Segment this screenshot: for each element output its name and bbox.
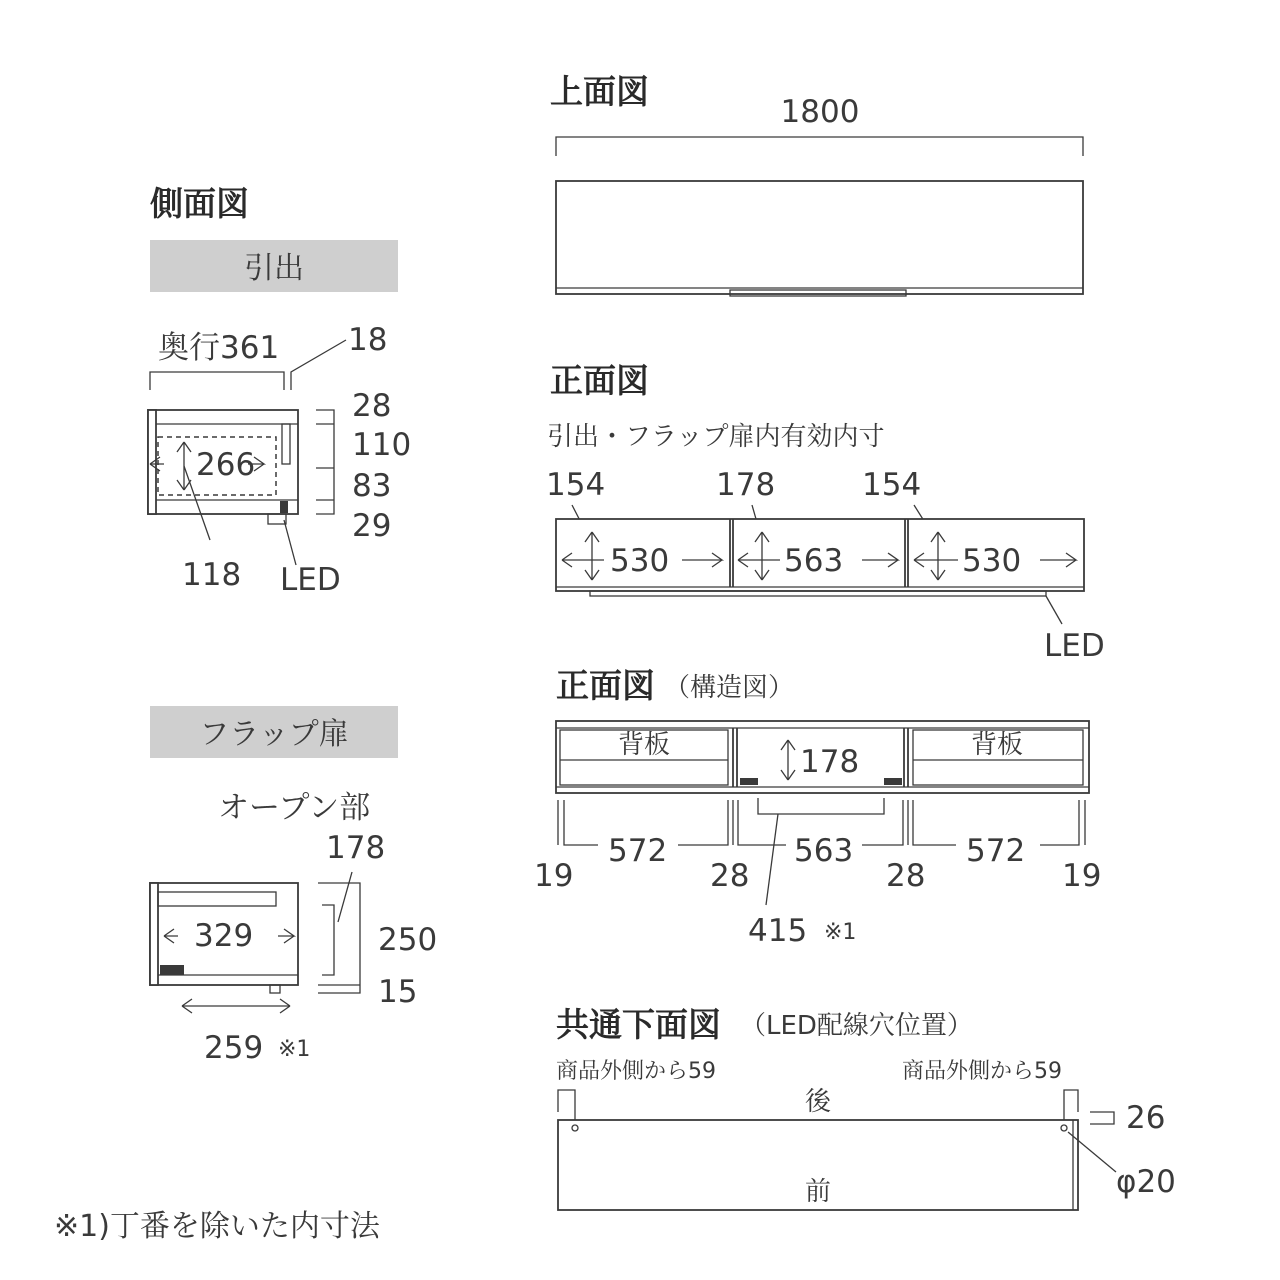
structure-edge-28-right: 28 bbox=[886, 858, 926, 894]
bottom-right-note: 商品外側から59 bbox=[902, 1059, 1062, 1084]
bottom-back-label: 後 bbox=[804, 1087, 832, 1117]
drawer-tab-label: 引出 bbox=[244, 251, 304, 286]
flap-note-mark: ※1 bbox=[278, 1037, 311, 1062]
bottom-view-subtitle: （LED配線穴位置） bbox=[740, 1011, 973, 1041]
structure-view-subtitle: （構造図） bbox=[664, 673, 795, 703]
front-height-center: 178 bbox=[716, 467, 776, 503]
top-view bbox=[550, 72, 1083, 296]
structure-edge-28-left: 28 bbox=[710, 858, 750, 894]
flap-dim-15: 15 bbox=[378, 974, 418, 1010]
drawer-inner-266: 266 bbox=[196, 447, 256, 483]
drawer-dim-29: 29 bbox=[352, 508, 392, 544]
drawer-dim-83: 83 bbox=[352, 468, 392, 504]
structure-width-center: 563 bbox=[794, 833, 854, 869]
bottom-left-note: 商品外側から59 bbox=[556, 1059, 716, 1084]
drawer-side-drawing bbox=[148, 322, 411, 598]
front-width-center: 563 bbox=[784, 543, 844, 579]
front-view bbox=[546, 361, 1105, 664]
flap-open-label: オープン部 bbox=[218, 790, 371, 826]
top-view-title: 上面図 bbox=[550, 72, 649, 111]
flap-tab-label: フラップ扉 bbox=[199, 717, 349, 752]
front-height-left: 154 bbox=[546, 467, 606, 503]
drawer-dim-18: 18 bbox=[348, 322, 388, 358]
structure-back-left: 背板 bbox=[617, 730, 671, 760]
structure-view bbox=[534, 666, 1101, 949]
flap-dim-178: 178 bbox=[326, 830, 386, 866]
drawer-depth-label: 奥行361 bbox=[158, 330, 280, 366]
front-width-right: 530 bbox=[962, 543, 1022, 579]
top-width-1800: 1800 bbox=[780, 94, 860, 130]
bottom-view bbox=[556, 1005, 1176, 1210]
front-view-subtitle: 引出・フラップ扉内有効内寸 bbox=[547, 422, 885, 452]
front-view-title: 正面図 bbox=[550, 361, 649, 400]
structure-width-right: 572 bbox=[966, 833, 1026, 869]
flap-dim-250: 250 bbox=[378, 922, 438, 958]
drawer-dim-28: 28 bbox=[352, 388, 392, 424]
front-width-left: 530 bbox=[610, 543, 670, 579]
flap-side-drawing bbox=[150, 790, 437, 1066]
structure-back-right: 背板 bbox=[970, 730, 1024, 760]
drawer-led-label: LED bbox=[280, 562, 341, 598]
front-height-right: 154 bbox=[862, 467, 922, 503]
footnote: ※1)丁番を除いた内寸法 bbox=[54, 1209, 380, 1244]
side-view-title: 側面図 bbox=[150, 184, 249, 223]
structure-note-mark: ※1 bbox=[824, 920, 857, 945]
structure-edge-19-right: 19 bbox=[1062, 858, 1102, 894]
bottom-phi-20: φ20 bbox=[1116, 1164, 1176, 1200]
flap-inner-329: 329 bbox=[194, 918, 254, 954]
drawer-dim-110: 110 bbox=[352, 427, 412, 463]
front-led-label: LED bbox=[1044, 628, 1105, 664]
structure-dim-415: 415 bbox=[748, 913, 808, 949]
flap-dim-259: 259 bbox=[204, 1030, 264, 1066]
side-view bbox=[148, 184, 437, 1066]
bottom-front-label: 前 bbox=[804, 1177, 832, 1207]
bottom-view-title: 共通下面図 bbox=[556, 1005, 721, 1044]
structure-center-178: 178 bbox=[800, 744, 860, 780]
structure-width-left: 572 bbox=[608, 833, 668, 869]
drawer-dim-118: 118 bbox=[182, 557, 242, 593]
structure-edge-19-left: 19 bbox=[534, 858, 574, 894]
structure-view-title: 正面図 bbox=[556, 666, 655, 705]
bottom-dim-26: 26 bbox=[1126, 1100, 1166, 1136]
